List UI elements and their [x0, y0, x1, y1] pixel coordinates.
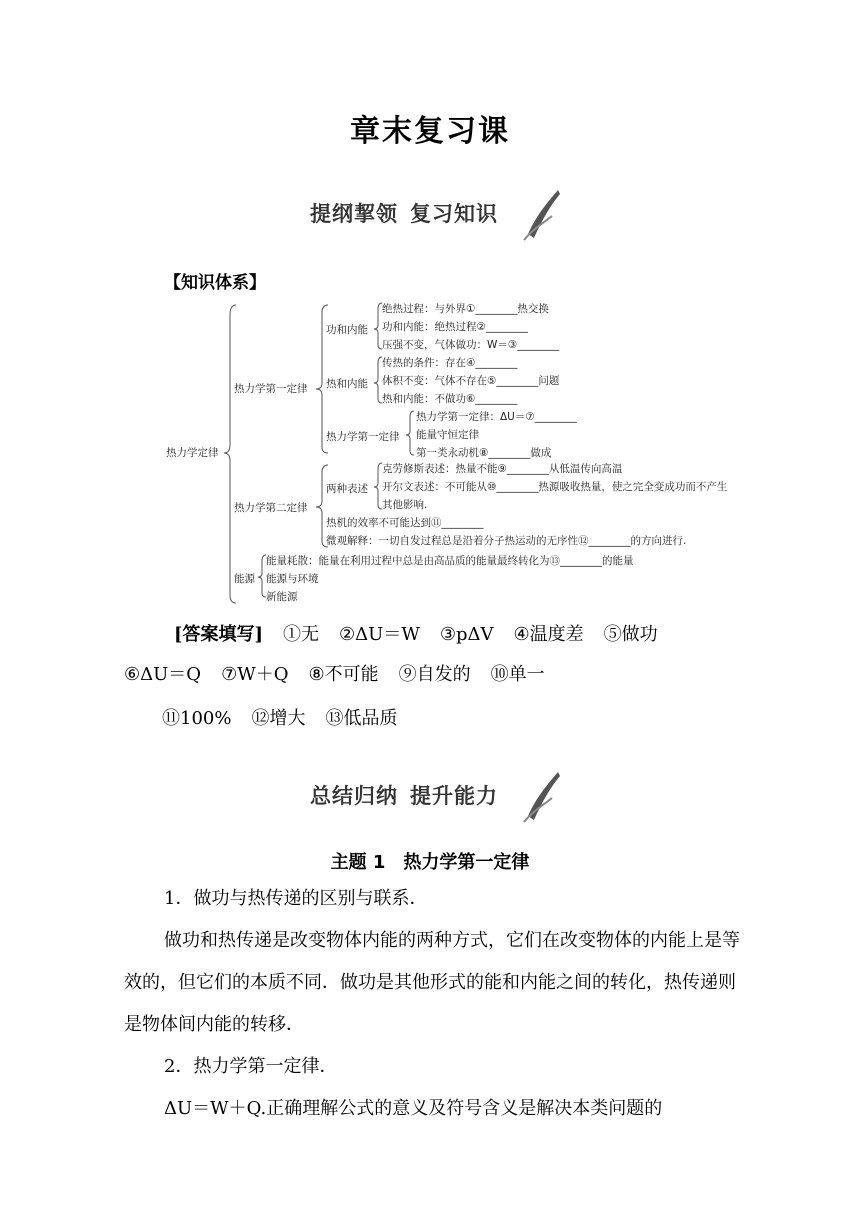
- answer-item: ⑪100%: [162, 708, 232, 729]
- answer-item: ⑨自发的: [398, 664, 471, 685]
- tree-root: 热力学定律: [166, 447, 219, 459]
- tree-node-two-statements: 两种表述: [326, 483, 368, 495]
- banner-text-part1: 提纲挈领: [310, 202, 398, 226]
- brush-stroke-icon: [522, 768, 562, 828]
- knowledge-tree-diagram: [160, 295, 770, 605]
- brush-stroke-icon: [522, 186, 562, 246]
- banner-text-part2: 复习知识: [410, 202, 498, 226]
- answer-item: ⑤做功: [603, 624, 658, 645]
- tree-leaf: 热力学第一定律：ΔU＝⑦________: [416, 411, 577, 423]
- section-banner-summary: [300, 768, 562, 828]
- answer-item: ③pΔV: [439, 624, 494, 645]
- answer-item: ①无: [283, 624, 320, 645]
- tree-leaf: 绝热过程：与外界①________热交换: [382, 303, 549, 315]
- paragraph-heading-1: 1．做功与热传递的区别与联系．: [164, 888, 428, 909]
- answer-item: ⑧不可能: [308, 664, 379, 685]
- tree-leaf: 能源与环境: [266, 573, 319, 585]
- tree-node-work-energy: 功和内能: [326, 324, 368, 336]
- answer-item: ⑬低品质: [325, 708, 398, 729]
- answer-item: ⑩单一: [490, 664, 545, 685]
- banner-text-part2: 提升能力: [410, 784, 498, 808]
- paragraph-body-1: 做功和热传递是改变物体内能的两种方式，它们在改变物体的内能上是等效的，但它们的本质不同．做功是其他形式的能和内能之间的转化，热传递则是物体间内能的转移．: [124, 930, 740, 1035]
- answer-item: ②ΔU＝W: [339, 624, 420, 645]
- section-banner-outline: [300, 186, 562, 246]
- tree-branch-first-law: 热力学第一定律: [234, 383, 308, 395]
- tree-leaf: 功和内能：绝热过程②________: [382, 321, 528, 333]
- answer-item: ⑦W＋Q: [221, 664, 289, 685]
- tree-leaf: 热和内能：不做功⑥________: [382, 393, 518, 405]
- tree-leaf: 新能源: [266, 591, 298, 603]
- tree-leaf: 热机的效率不可能达到⑪________: [326, 517, 484, 529]
- answer-line-2: [124, 660, 565, 686]
- answer-item: ⑫增大: [251, 708, 306, 729]
- answer-item: ⑥ΔU＝Q: [124, 664, 202, 685]
- answer-item: ④温度差: [513, 624, 584, 645]
- tree-branch-energy: 能源: [234, 573, 255, 585]
- tree-leaf: 微观解释：一切自发过程总是沿着分子热运动的无序性⑫________的方向进行.: [326, 535, 687, 547]
- banner-text-part1: 总结归纳: [310, 784, 398, 808]
- section-label-knowledge: 【知识体系】: [164, 273, 266, 293]
- topic-heading: 主题 1 热力学第一定律: [330, 852, 530, 873]
- tree-leaf: 体积不变：气体不存在⑤________问题: [382, 375, 560, 387]
- tree-leaf: 克劳修斯表述：热量不能⑨________从低温传向高温: [382, 463, 623, 475]
- tree-leaf: 传热的条件：存在④________: [382, 357, 518, 369]
- tree-leaf: 压强不变，气体做功：W＝③________: [382, 339, 560, 351]
- answer-line-3: [162, 704, 417, 730]
- paragraph-heading-2: 2．热力学第一定律．: [164, 1056, 338, 1077]
- tree-node-first-law-sub: 热力学第一定律: [326, 431, 400, 443]
- paragraph-body-2: ΔU＝W＋Q.正确理解公式的意义及符号含义是解决本类问题的: [164, 1098, 663, 1119]
- tree-node-heat-energy: 热和内能: [326, 378, 368, 390]
- tree-leaf: 能量守恒定律: [416, 429, 479, 441]
- answer-line-1: [174, 620, 678, 646]
- answer-label: [答案填写]: [174, 624, 264, 645]
- tree-leaf: 开尔文表述：不可能从⑩________热源吸收热量，使之完全变成功而不产生: [382, 481, 728, 493]
- tree-leaf: 第一类永动机⑧________做成: [416, 447, 552, 459]
- tree-branch-second-law: 热力学第二定律: [234, 502, 308, 514]
- tree-leaf: 能量耗散：能量在利用过程中总是由高品质的能量最终转化为⑬________的能量: [266, 555, 634, 567]
- page-title: 章末复习课: [350, 114, 510, 149]
- tree-leaf: 其他影响.: [382, 499, 428, 511]
